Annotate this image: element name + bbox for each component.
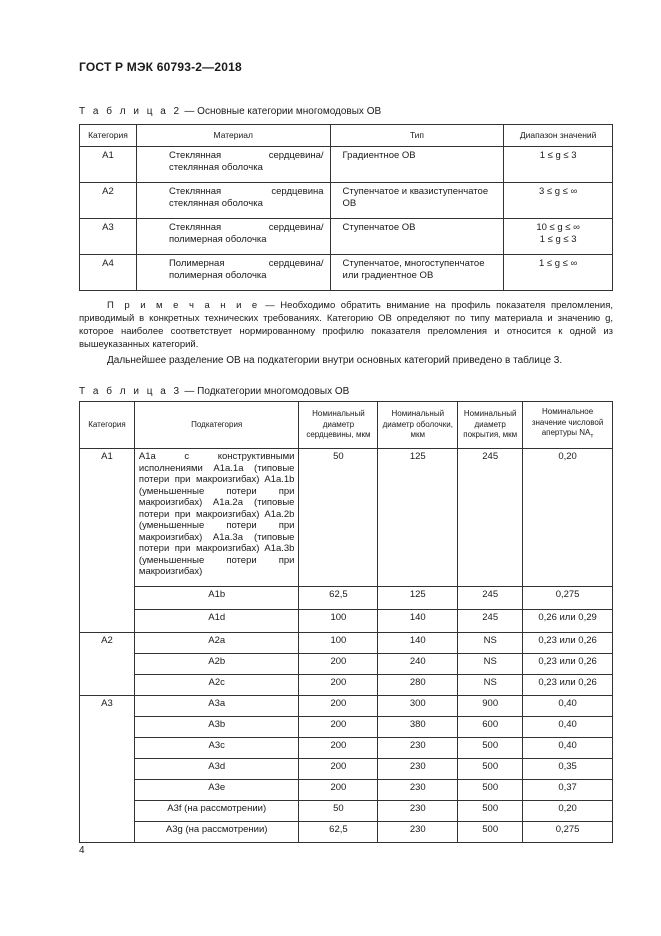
table-row <box>80 674 613 695</box>
range-cell <box>504 147 613 183</box>
cladding-diameter-cell: 230 <box>378 779 458 800</box>
category-cell: A2 <box>80 632 135 695</box>
note-text: — Необходимо обратить внимание на профиль показателя преломления, приводимый в конкретных технических требованиях. Категорию ОВ определяют по типу материала и значению g, которое наиболее соответствует нормированному профилю показателя преломления и относится к одной из вышеуказанных категорий. <box>79 300 613 350</box>
subcategory-cell: A2c <box>134 674 299 695</box>
table-row <box>80 219 613 255</box>
coating-diameter-cell: 900 <box>458 695 523 716</box>
table2-header-cell: Диапазон значений <box>504 125 613 147</box>
note-label: П р и м е ч а н и е <box>107 300 260 311</box>
subcategory-cell: A3f (на рассмотрении) <box>134 800 299 821</box>
category-cell: A4 <box>80 255 137 291</box>
coating-diameter-cell: 600 <box>458 716 523 737</box>
coating-diameter-cell: 500 <box>458 779 523 800</box>
table2-note <box>79 299 613 351</box>
table-row <box>80 695 613 716</box>
subcategory-cell: A1b <box>134 586 299 609</box>
core-diameter-cell: 100 <box>299 632 378 653</box>
page-number: 4 <box>79 845 85 856</box>
subcategory-cell: A3c <box>134 737 299 758</box>
table-row <box>80 609 613 632</box>
cladding-diameter-cell: 380 <box>378 716 458 737</box>
numerical-aperture-cell: 0,275 <box>523 821 613 842</box>
category-cell: A3 <box>80 219 137 255</box>
coating-diameter-cell: NS <box>458 653 523 674</box>
table-row <box>80 183 613 219</box>
table3-header-cell: Категория <box>80 402 135 449</box>
core-diameter-cell: 200 <box>299 695 378 716</box>
core-diameter-cell: 50 <box>299 800 378 821</box>
coating-diameter-cell: 245 <box>458 609 523 632</box>
type-cell: Ступенчатое и квазиступенчатое ОВ <box>330 183 504 219</box>
cladding-diameter-cell: 230 <box>378 821 458 842</box>
numerical-aperture-cell: 0,40 <box>523 695 613 716</box>
category-cell: A1 <box>80 147 137 183</box>
na-header-text: Номинальное значение числовой апертуры NA <box>531 407 604 438</box>
range-value: 1 ≤ g ≤ 3 <box>539 233 577 245</box>
numerical-aperture-cell: 0,275 <box>523 586 613 609</box>
cladding-diameter-cell: 230 <box>378 758 458 779</box>
coating-diameter-cell: 245 <box>458 449 523 587</box>
table-row <box>80 255 613 291</box>
subcategory-cell: A2b <box>134 653 299 674</box>
table3-header-cell <box>523 402 613 449</box>
table3-caption-text: — Подкатегории многомодовых ОВ <box>181 386 350 397</box>
cladding-diameter-cell: 125 <box>378 449 458 587</box>
table-main-categories <box>79 124 613 291</box>
material-cell: Стеклянная сердцевина стеклянная оболочка <box>136 183 330 219</box>
subcategory-cell: A3b <box>134 716 299 737</box>
numerical-aperture-cell: 0,23 или 0,26 <box>523 674 613 695</box>
table3-header-cell: Номинальный диаметр сердцевины, мкм <box>299 402 378 449</box>
na-subscript: т <box>590 433 594 441</box>
table3-caption <box>79 386 349 397</box>
category-cell: A3 <box>80 695 135 842</box>
core-diameter-cell: 62,5 <box>299 586 378 609</box>
numerical-aperture-cell: 0,26 или 0,29 <box>523 609 613 632</box>
subcategory-cell: A3a <box>134 695 299 716</box>
range-value: 10 ≤ g ≤ ∞ <box>536 222 580 233</box>
numerical-aperture-cell: 0,40 <box>523 716 613 737</box>
table3-caption-label: Т а б л и ц а 3 <box>79 386 182 397</box>
cladding-diameter-cell: 230 <box>378 737 458 758</box>
numerical-aperture-cell: 0,20 <box>523 449 613 587</box>
core-diameter-cell: 200 <box>299 674 378 695</box>
coating-diameter-cell: 500 <box>458 758 523 779</box>
core-diameter-cell: 200 <box>299 779 378 800</box>
subcategory-cell: A1a с конструктивными исполнениями A1a.1a (типовые потери при макроизгибах) A1a.1b (уменьшенные потери при макроизгибах) A1a.2a (типовые потери при макроизгибах) A1a.2b (уменьшенные потери при макроизгибах) A1a.3a (типовые потери при макроизгибах) A1a.3b (уменьшенные потери при макроизгибах) <box>134 449 299 587</box>
table-row <box>80 653 613 674</box>
table2-header-row <box>80 125 613 147</box>
range-value: 1 ≤ g ≤ 3 <box>539 150 577 161</box>
subcategory-cell: A3d <box>134 758 299 779</box>
table-row <box>80 147 613 183</box>
table2-caption <box>79 106 381 117</box>
table2-caption-text: — Основные категории многомодовых ОВ <box>181 106 382 117</box>
cladding-diameter-cell: 280 <box>378 674 458 695</box>
range-cell <box>504 183 613 219</box>
table-row <box>80 632 613 653</box>
subcategory-cell: A2a <box>134 632 299 653</box>
core-diameter-cell: 62,5 <box>299 821 378 842</box>
range-cell <box>504 219 613 255</box>
category-cell: A1 <box>80 449 135 633</box>
numerical-aperture-cell: 0,35 <box>523 758 613 779</box>
type-cell: Градиентное ОВ <box>330 147 504 183</box>
cladding-diameter-cell: 140 <box>378 609 458 632</box>
table2-header-cell: Категория <box>80 125 137 147</box>
core-diameter-cell: 200 <box>299 737 378 758</box>
coating-diameter-cell: 245 <box>458 586 523 609</box>
table3-header-cell: Номинальный диаметр оболочки, мкм <box>378 402 458 449</box>
table-row <box>80 758 613 779</box>
table-subcategories <box>79 401 613 843</box>
table2-caption-label: Т а б л и ц а 2 <box>79 106 182 117</box>
material-cell: Стеклянная сердцевина/стеклянная оболочка <box>136 147 330 183</box>
cladding-diameter-cell: 300 <box>378 695 458 716</box>
coating-diameter-cell: 500 <box>458 737 523 758</box>
table2-header-cell: Тип <box>330 125 504 147</box>
coating-diameter-cell: NS <box>458 632 523 653</box>
numerical-aperture-cell: 0,20 <box>523 800 613 821</box>
material-cell: Стеклянная сердцевина/полимерная оболочка <box>136 219 330 255</box>
core-diameter-cell: 100 <box>299 609 378 632</box>
table2-header-cell: Материал <box>136 125 330 147</box>
subcategory-cell: A3e <box>134 779 299 800</box>
table-row <box>80 800 613 821</box>
table-row <box>80 821 613 842</box>
coating-diameter-cell: 500 <box>458 821 523 842</box>
numerical-aperture-cell: 0,37 <box>523 779 613 800</box>
table-row <box>80 779 613 800</box>
numerical-aperture-cell: 0,23 или 0,26 <box>523 632 613 653</box>
table-row <box>80 586 613 609</box>
coating-diameter-cell: NS <box>458 674 523 695</box>
table3-header-cell: Подкатегория <box>134 402 299 449</box>
type-cell: Ступенчатое, многоступенчатое или градиентное ОВ <box>330 255 504 291</box>
range-cell <box>504 255 613 291</box>
table-row <box>80 716 613 737</box>
cladding-diameter-cell: 125 <box>378 586 458 609</box>
body-paragraph: Дальнейшее разделение ОВ на подкатегории внутри основных категорий приведено в таблице 3. <box>107 355 563 366</box>
table-row <box>80 737 613 758</box>
core-diameter-cell: 200 <box>299 653 378 674</box>
cladding-diameter-cell: 240 <box>378 653 458 674</box>
numerical-aperture-cell: 0,40 <box>523 737 613 758</box>
table3-header-row <box>80 402 613 449</box>
cladding-diameter-cell: 230 <box>378 800 458 821</box>
numerical-aperture-cell: 0,23 или 0,26 <box>523 653 613 674</box>
core-diameter-cell: 200 <box>299 758 378 779</box>
coating-diameter-cell: 500 <box>458 800 523 821</box>
document-header: ГОСТ Р МЭК 60793-2—2018 <box>79 60 242 74</box>
range-value: 3 ≤ g ≤ ∞ <box>538 186 578 197</box>
cladding-diameter-cell: 140 <box>378 632 458 653</box>
core-diameter-cell: 50 <box>299 449 378 587</box>
subcategory-cell: A1d <box>134 609 299 632</box>
type-cell: Ступенчатое ОВ <box>330 219 504 255</box>
table-row <box>80 449 613 587</box>
core-diameter-cell: 200 <box>299 716 378 737</box>
category-cell: A2 <box>80 183 137 219</box>
range-value: 1 ≤ g ≤ ∞ <box>538 258 578 269</box>
table3-header-cell: Номинальный диаметр покрытия, мкм <box>458 402 523 449</box>
subcategory-cell: A3g (на рассмотрении) <box>134 821 299 842</box>
material-cell: Полимерная сердцевина/полимерная оболочка <box>136 255 330 291</box>
